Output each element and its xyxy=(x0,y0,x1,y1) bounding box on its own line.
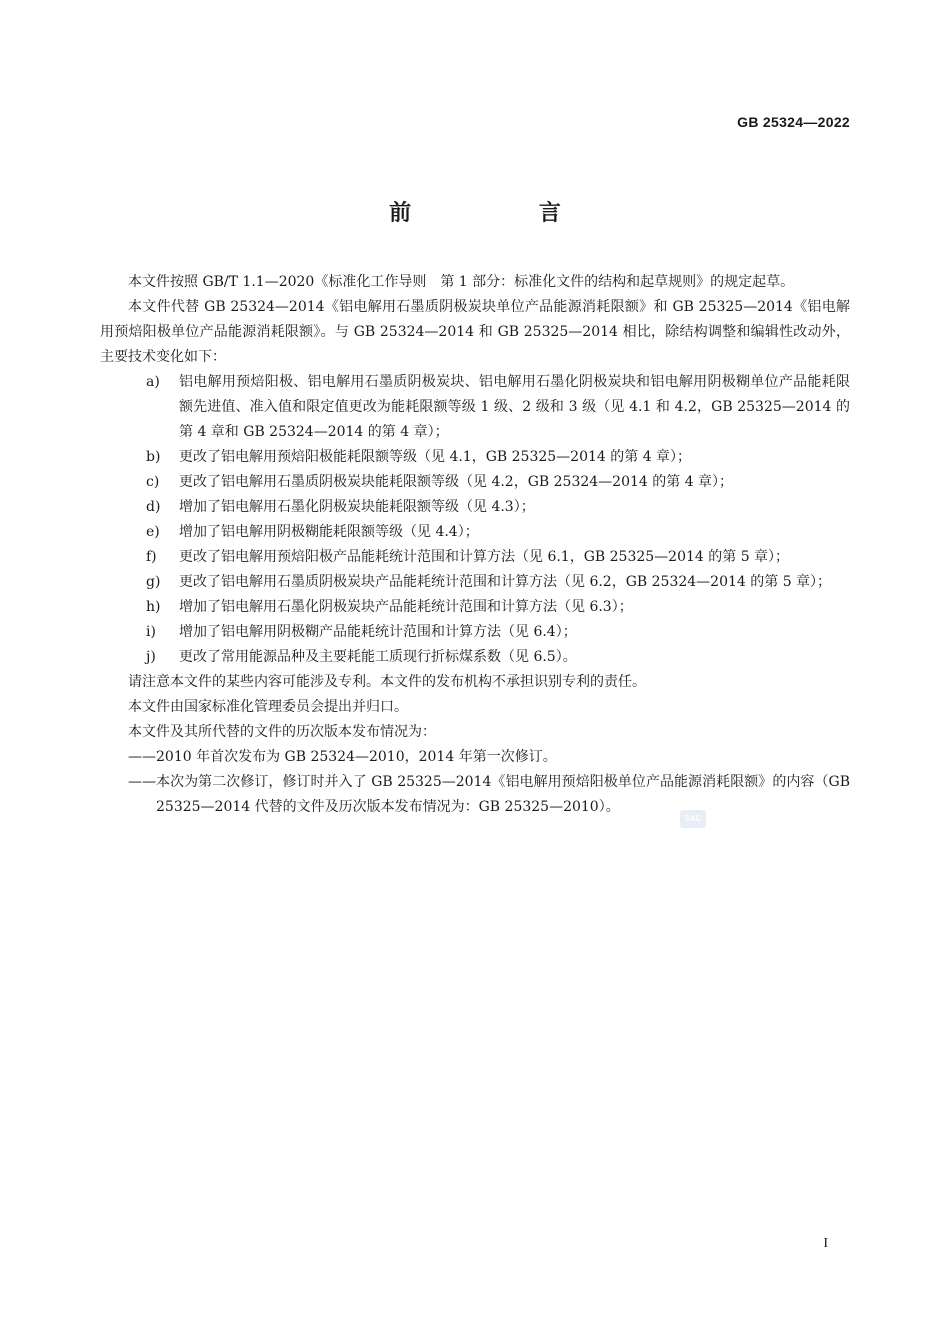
list-item-label: a) xyxy=(146,374,160,390)
list-item-text: 增加了铝电解用石墨化阴极炭块能耗限额等级（见 4.3）； xyxy=(179,499,535,515)
list-item-label: c) xyxy=(146,474,160,490)
list-item-label: j) xyxy=(146,649,156,665)
page-title: 前 言 xyxy=(389,201,621,226)
paragraph-replacement: 本文件代替 GB 25324—2014《铝电解用石墨质阴极炭块单位产品能源消耗限额》和 GB 25325—2014《铝电解用预焙阳极单位产品能源消耗限额》。与 GB 25324—2014 和 GB 25325—2014 相比，除结构调整和编辑性改动外，主要技术变化如下： xyxy=(100,299,850,365)
list-item-label: h) xyxy=(146,599,161,615)
list-item-label: d) xyxy=(146,499,161,515)
list-item xyxy=(100,620,850,645)
proposer-statement: 本文件由国家标准化管理委员会提出并归口。 xyxy=(128,699,408,715)
list-item-text: 更改了铝电解用石墨质阴极炭块能耗限额等级（见 4.2，GB 25324—2014 的第 4 章）； xyxy=(179,474,734,490)
list-item xyxy=(100,520,850,545)
list-item-label: e) xyxy=(146,524,160,540)
history-item: ——2010 年首次发布为 GB 25324—2010，2014 年第一次修订。 xyxy=(128,749,557,765)
list-item xyxy=(100,545,850,570)
list-item-text: 增加了铝电解用阴极糊能耗限额等级（见 4.4）； xyxy=(179,524,479,540)
patent-notice: 请注意本文件的某些内容可能涉及专利。本文件的发布机构不承担识别专利的责任。 xyxy=(128,674,646,690)
history-item: ——本次为第二次修订，修订时并入了 GB 25325—2014《铝电解用预焙阳极单位产品能源消耗限额》的内容（GB 25325—2014 代替的文件及历次版本发布情况为：GB 25325—2010）。 xyxy=(128,774,850,815)
list-item xyxy=(100,570,850,595)
changes-list xyxy=(100,370,850,670)
list-item-label: b) xyxy=(146,449,161,465)
list-item xyxy=(100,595,850,620)
page-number: I xyxy=(823,1236,828,1251)
list-item-text: 更改了常用能源品种及主要耗能工质现行折标煤系数（见 6.5）。 xyxy=(179,649,577,665)
foreword-body xyxy=(100,270,850,820)
standard-code: GB 25324—2022 xyxy=(737,114,850,130)
paragraph-drafting-rules: 本文件按照 GB/T 1.1—2020《标准化工作导则 第 1 部分：标准化文件的结构和起草规则》的规定起草。 xyxy=(128,274,795,290)
list-item-text: 铝电解用预焙阳极、铝电解用石墨质阴极炭块、铝电解用石墨化阴极炭块和铝电解用阴极糊单位产品能耗限额先进值、准入值和限定值更改为能耗限额等级 1 级、2 级和 3 级（见 4.1 和 4.2，GB 25325—2014 的第 4 章和 GB 25324—2014 的第 4 章）； xyxy=(179,374,850,440)
list-item-label: g) xyxy=(146,574,161,590)
list-item-text: 更改了铝电解用预焙阳极产品能耗统计范围和计算方法（见 6.1，GB 25325—2014 的第 5 章）； xyxy=(179,549,790,565)
list-item-text: 增加了铝电解用阴极糊产品能耗统计范围和计算方法（见 6.4）； xyxy=(179,624,577,640)
sac-watermark: SAC xyxy=(680,810,706,828)
list-item xyxy=(100,495,850,520)
list-item-text: 更改了铝电解用预焙阳极能耗限额等级（见 4.1，GB 25325—2014 的第 4 章）； xyxy=(179,449,692,465)
list-item xyxy=(100,645,850,670)
list-item-label: f) xyxy=(146,549,157,565)
list-item-text: 更改了铝电解用石墨质阴极炭块产品能耗统计范围和计算方法（见 6.2，GB 25324—2014 的第 5 章）； xyxy=(179,574,832,590)
history-intro: 本文件及其所代替的文件的历次版本发布情况为： xyxy=(128,724,436,740)
list-item xyxy=(100,470,850,495)
list-item xyxy=(100,445,850,470)
list-item xyxy=(100,370,850,445)
list-item-text: 增加了铝电解用石墨化阴极炭块产品能耗统计范围和计算方法（见 6.3）； xyxy=(179,599,633,615)
list-item-label: i) xyxy=(146,624,156,640)
